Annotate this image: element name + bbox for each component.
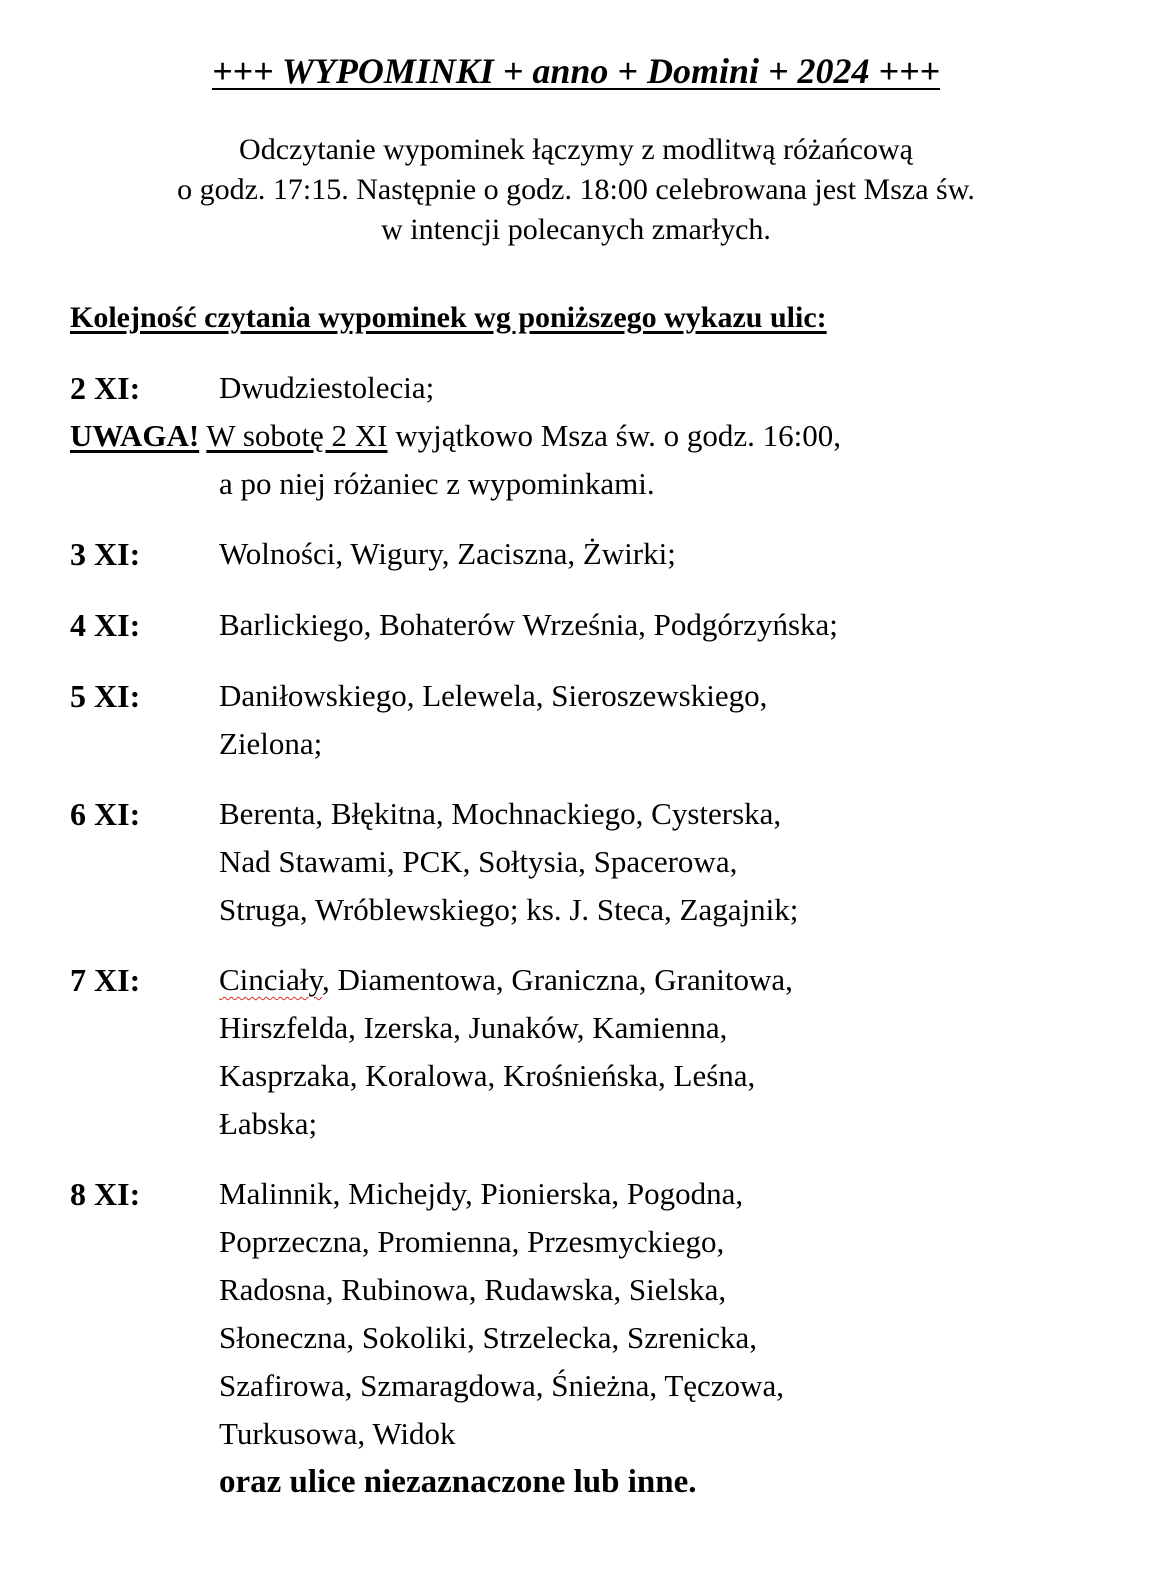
day-label: 7 XI:	[70, 962, 141, 998]
day-label: 8 XI:	[70, 1176, 141, 1212]
street-line: Turkusowa, Widok	[219, 1416, 456, 1451]
note-text: wyjątkowo Msza św. o godz. 16:00,	[387, 418, 841, 453]
street-line: Szafirowa, Szmaragdowa, Śnieżna, Tęczowa,	[219, 1368, 784, 1403]
document-title: +++ WYPOMINKI + anno + Domini + 2024 +++	[211, 51, 941, 91]
intro-line: o godz. 17:15. Następnie o godz. 18:00 celebrowana jest Msza św.	[177, 173, 975, 206]
saturday-note	[70, 412, 841, 460]
street-line: Daniłowskiego, Lelewela, Sieroszewskiego,	[219, 678, 768, 713]
street-line: Radosna, Rubinowa, Rudawska, Sielska,	[219, 1272, 727, 1307]
street-line: Struga, Wróblewskiego; ks. J. Steca, Zagajnik;	[219, 892, 799, 927]
note-line-2: a po niej różaniec z wypominkami.	[219, 466, 655, 501]
street-list	[219, 1170, 784, 1458]
street-line: Poprzeczna, Promienna, Przesmyckiego,	[219, 1224, 725, 1259]
street-line: Nad Stawami, PCK, Sołtysia, Spacerowa,	[219, 844, 738, 879]
intro-line: w intencji polecanych zmarłych.	[381, 213, 771, 246]
street-line: Berenta, Błękitna, Mochnackiego, Cysterska,	[219, 796, 782, 831]
street-list	[219, 530, 676, 578]
note-date: W sobotę 2 XI	[206, 418, 388, 453]
street-list	[219, 956, 793, 1148]
street-line: Łabska;	[219, 1106, 318, 1141]
street-list	[219, 790, 798, 934]
street-line: Słoneczna, Sokoliki, Strzelecka, Szrenicka,	[219, 1320, 758, 1355]
street-line	[219, 956, 793, 1004]
street-line: Dwudziestolecia;	[219, 370, 435, 405]
final-note: oraz ulice niezaznaczone lub inne.	[219, 1464, 697, 1500]
street-line: Malinnik, Michejdy, Pionierska, Pogodna,	[219, 1176, 744, 1211]
section-heading: Kolejność czytania wypominek wg poniższego wykazu ulic:	[70, 301, 827, 334]
street-line: Wolności, Wigury, Zaciszna, Żwirki;	[219, 536, 676, 571]
street-line: Zielona;	[219, 726, 323, 761]
note-label: UWAGA!	[70, 418, 200, 453]
street-list	[219, 601, 838, 649]
street-list	[219, 672, 767, 768]
intro-paragraph	[0, 130, 1152, 250]
day-label: 2 XI:	[70, 370, 141, 406]
street-line: Kasprzaka, Koralowa, Krośnieńska, Leśna,	[219, 1058, 756, 1093]
street-text: , Diamentowa, Graniczna, Granitowa,	[322, 962, 793, 997]
day-label: 5 XI:	[70, 678, 141, 714]
street-line: Barlickiego, Bohaterów Września, Podgórzyńska;	[219, 607, 838, 642]
day-label: 4 XI:	[70, 607, 141, 643]
spellcheck-word: Cinciały	[219, 962, 323, 997]
street-list	[219, 364, 434, 412]
day-label: 3 XI:	[70, 536, 141, 572]
intro-line: Odczytanie wypominek łączymy z modlitwą różańcową	[239, 133, 913, 166]
street-line: Hirszfelda, Izerska, Junaków, Kamienna,	[219, 1010, 728, 1045]
day-label: 6 XI:	[70, 796, 141, 832]
